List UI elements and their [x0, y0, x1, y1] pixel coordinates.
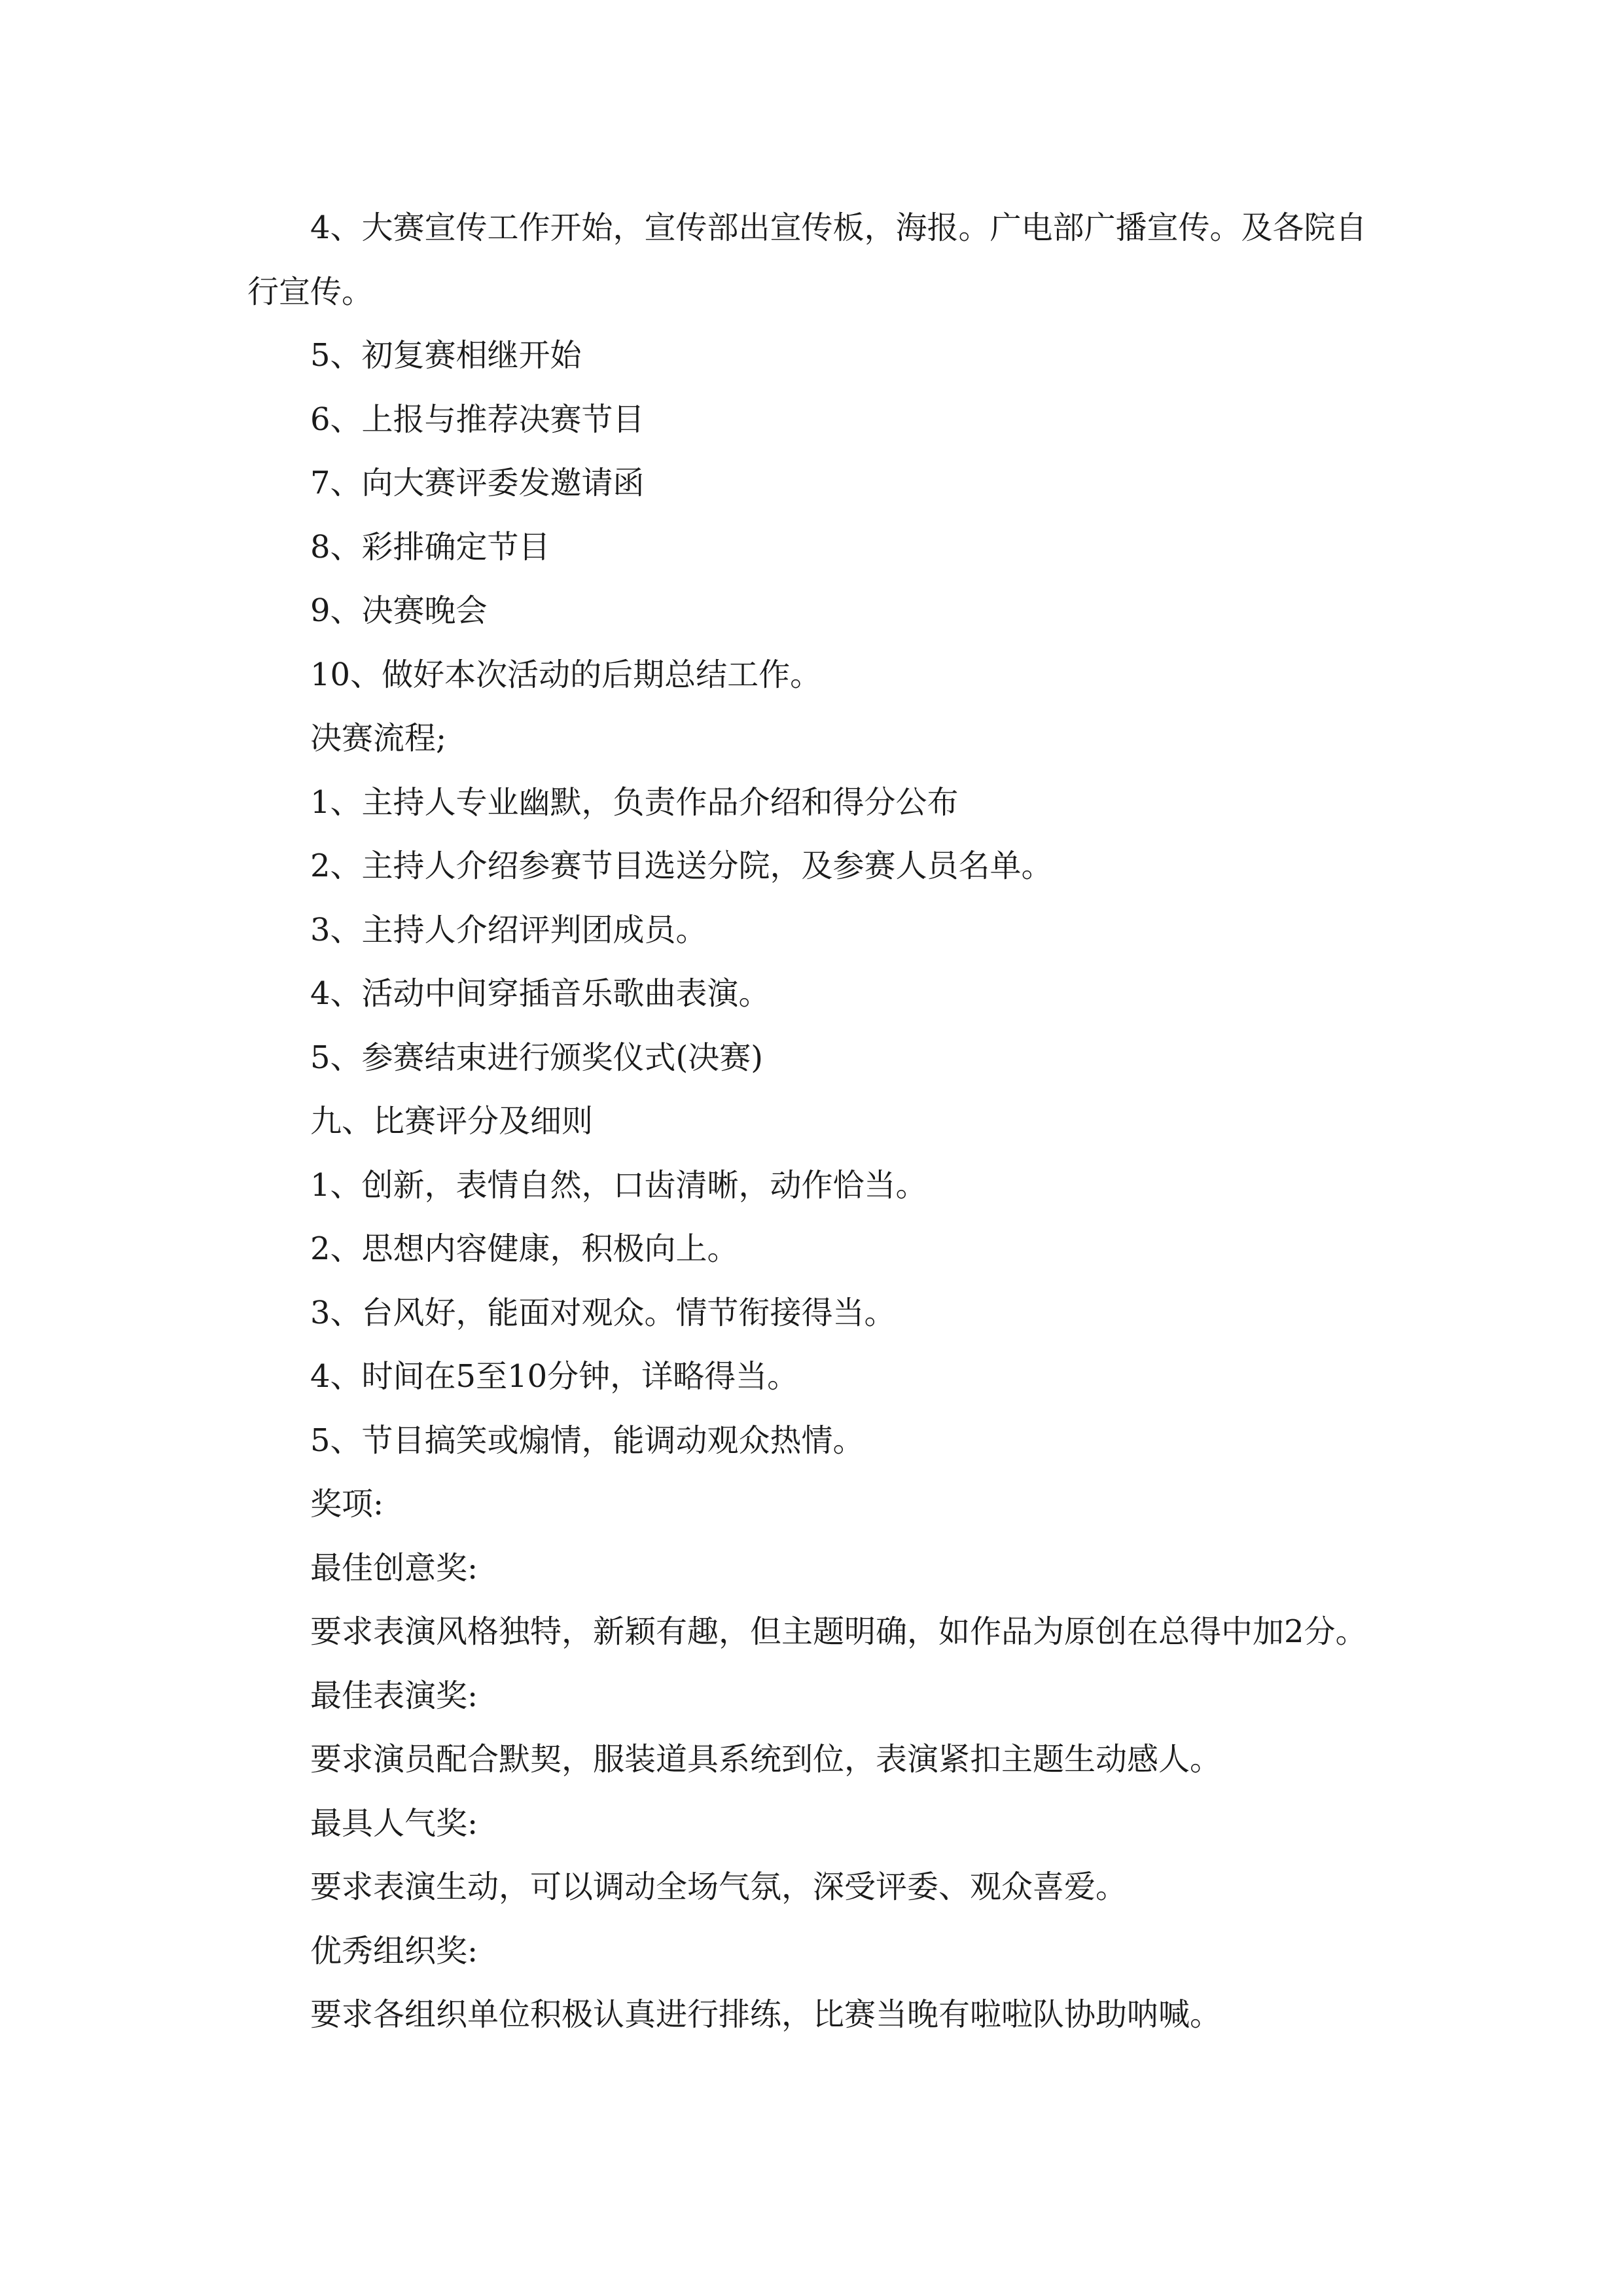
paragraph-publicity: 4、大赛宣传工作开始，宣传部出宣传板，海报。广电部广播宣传。及各院自行宣传。: [247, 209, 1367, 310]
heading-awards: 奖项:: [310, 1486, 384, 1522]
paragraph-process-1: 1、主持人专业幽默，负责作品介绍和得分公布: [310, 783, 959, 821]
paragraph-step-6: 6、上报与推荐决赛节目: [310, 401, 645, 438]
paragraph-step-5: 5、初复赛相继开始: [310, 337, 582, 374]
paragraph-step-9: 9、决赛晚会: [310, 592, 488, 629]
award-desc-best-organization: 要求各组织单位积极认真进行排练，比赛当晚有啦啦队协助呐喊。: [310, 1996, 1222, 2033]
award-desc-best-creative: 要求表演风格独特，新颖有趣，但主题明确，如作品为原创在总得中加2分。: [310, 1613, 1367, 1650]
paragraph-process-3: 3、主持人介绍评判团成员。: [310, 911, 707, 948]
heading-final-process: 决赛流程;: [310, 720, 447, 757]
award-title-most-popular: 最具人气奖:: [310, 1804, 478, 1842]
heading-scoring-rules: 九、比赛评分及细则: [310, 1103, 594, 1139]
document-body: [247, 196, 1386, 2047]
paragraph-step-7: 7、向大赛评委发邀请函: [310, 465, 645, 501]
paragraph-rule-4: 4、时间在5至10分钟，详略得当。: [310, 1358, 799, 1395]
paragraph-process-2: 2、主持人介绍参赛节目选送分院，及参赛人员名单。: [310, 848, 1053, 884]
paragraph-process-4: 4、活动中间穿插音乐歌曲表演。: [310, 975, 770, 1012]
paragraph-rule-5: 5、节目搞笑或煽情，能调动观众热情。: [310, 1422, 865, 1459]
award-desc-best-performance: 要求演员配合默契，服装道具系统到位，表演紧扣主题生动感人。: [310, 1741, 1222, 1778]
paragraph-rule-1: 1、创新，表情自然，口齿清晰，动作恰当。: [310, 1166, 927, 1204]
paragraph-rule-3: 3、台风好，能面对观众。情节衔接得当。: [310, 1294, 896, 1331]
paragraph-rule-2: 2、思想内容健康，积极向上。: [310, 1230, 739, 1267]
paragraph-step-8: 8、彩排确定节目: [310, 528, 550, 565]
paragraph-process-5: 5、参赛结束进行颁奖仪式(决赛): [310, 1039, 763, 1076]
award-title-best-organization: 优秀组织奖:: [310, 1932, 478, 1969]
paragraph-step-10: 10、做好本次活动的后期总结工作。: [310, 656, 822, 693]
award-title-best-creative: 最佳创意奖:: [310, 1549, 478, 1587]
award-title-best-performance: 最佳表演奖:: [310, 1677, 478, 1714]
award-desc-most-popular: 要求表演生动，可以调动全场气氛，深受评委、观众喜爱。: [310, 1869, 1128, 1905]
